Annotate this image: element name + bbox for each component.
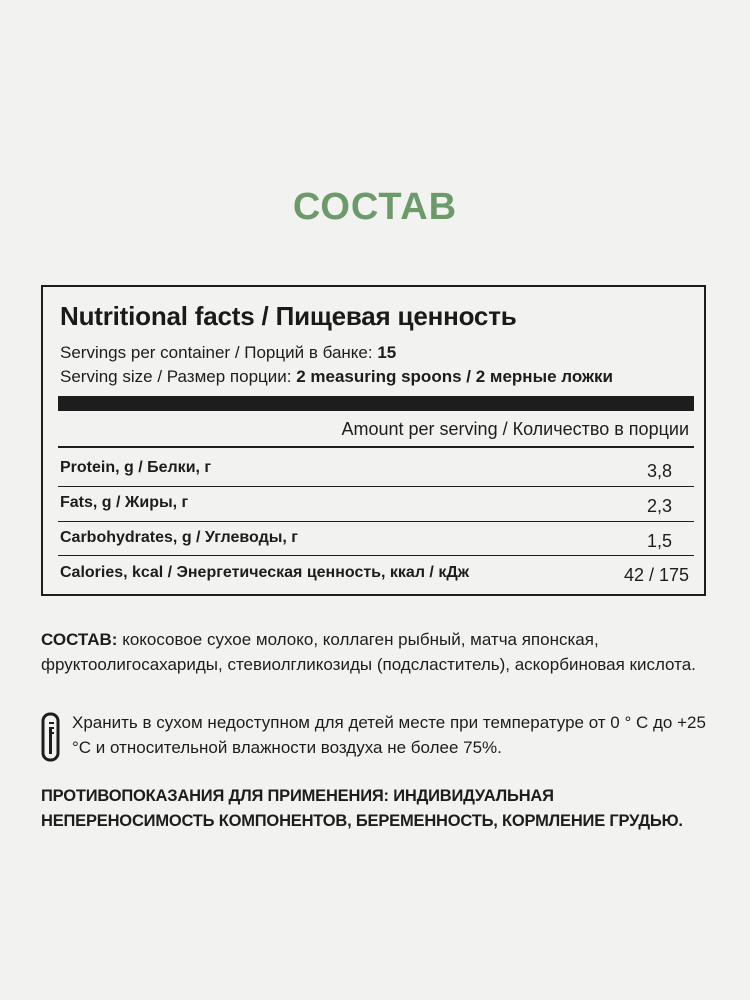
storage-text: Хранить в сухом недоступном для детей месте при температуре от 0 ° С до +25 °С и относительной влажности воздуха не более 75%. bbox=[72, 713, 706, 757]
composition-text: кокосовое сухое молоко, коллаген рыбный, матча японская, фруктоолигосахариды, стевиолгликозиды (подсластитель), аскорбиновая кислота. bbox=[41, 630, 696, 674]
divider bbox=[58, 446, 694, 448]
serving-size-label: Serving size / Размер порции: bbox=[60, 367, 297, 386]
nutrient-label-fats: Fats, g / Жиры, г bbox=[60, 494, 189, 511]
serving-size bbox=[60, 367, 613, 387]
servings-value: 15 bbox=[377, 343, 397, 362]
nutrient-label-carbohydrates: Carbohydrates, g / Углеводы, г bbox=[60, 529, 298, 546]
thermometer-icon bbox=[41, 712, 61, 767]
nutrition-heading: Nutritional facts / Пищевая ценность bbox=[60, 301, 517, 331]
nutrition-facts-panel bbox=[41, 285, 706, 596]
composition-label: СОСТАВ: bbox=[41, 630, 118, 649]
servings-per-container bbox=[60, 343, 396, 363]
composition-block bbox=[41, 627, 706, 677]
page-title: СОСТАВ bbox=[292, 186, 458, 228]
thick-divider bbox=[58, 396, 694, 411]
nutrient-value-fats: 2,3 bbox=[646, 496, 672, 516]
nutrient-value-protein: 3,8 bbox=[646, 461, 672, 481]
divider bbox=[58, 521, 694, 522]
divider bbox=[58, 486, 694, 487]
nutrient-value-carbohydrates: 1,5 bbox=[646, 531, 672, 551]
nutrient-label-protein: Protein, g / Белки, г bbox=[60, 459, 212, 476]
storage-block bbox=[41, 710, 706, 770]
divider bbox=[58, 555, 694, 556]
servings-label: Servings per container / Порций в банке: bbox=[60, 343, 378, 362]
contraindications-text: ПРОТИВОПОКАЗАНИЯ ДЛЯ ПРИМЕНЕНИЯ: ИНДИВИДУАЛЬНАЯ НЕПЕРЕНОСИМОСТЬ КОМПОНЕНТОВ, БЕРЕМЕННОСТЬ, КОРМЛЕНИЕ ГРУДЬЮ. bbox=[41, 787, 683, 830]
amount-per-serving-header: Amount per serving / Количество в порции bbox=[341, 419, 689, 439]
nutrient-value-calories: 42 / 175 bbox=[623, 565, 689, 585]
nutrient-label-calories: Calories, kcal / Энергетическая ценность, ккал / кДж bbox=[60, 564, 470, 581]
serving-size-value: 2 measuring spoons / 2 мерные ложки bbox=[296, 367, 614, 386]
